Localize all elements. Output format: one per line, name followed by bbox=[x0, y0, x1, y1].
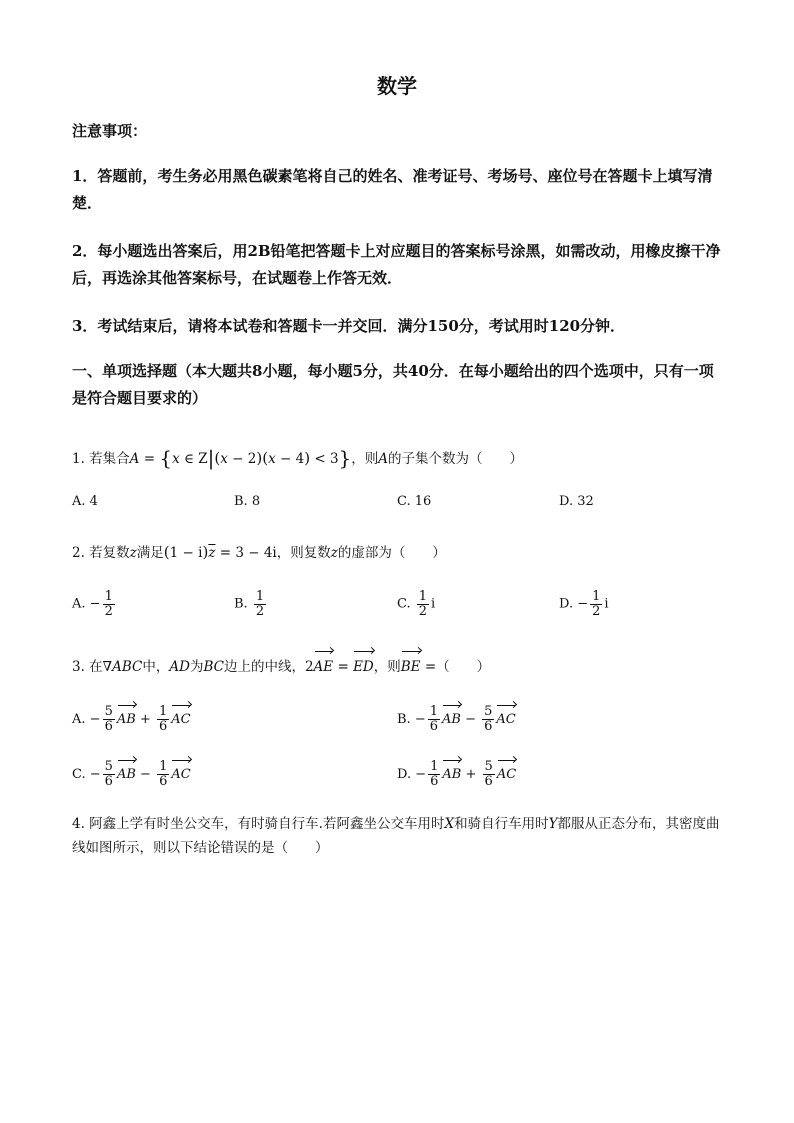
question-3 bbox=[72, 648, 724, 679]
q2-var-z2: z bbox=[330, 545, 338, 561]
q4-text-3: 都服从正态分布，其密度曲线如图所示，则以下结论错误的是（ ） bbox=[72, 816, 720, 856]
q1-option-a: A. 4 bbox=[72, 494, 98, 509]
question-2 bbox=[72, 540, 724, 565]
q3-option-a: A. − $\frac{5}{6}$ AB + $\frac{1}{6}$ AC bbox=[72, 702, 191, 734]
q3-ad: AD bbox=[169, 659, 190, 675]
q3-bc: BC bbox=[203, 659, 224, 675]
q1-option-c: C. 16 bbox=[397, 494, 432, 509]
q3-tail: （ ） bbox=[436, 659, 491, 675]
q2-var-z: z bbox=[129, 545, 137, 561]
q2-equation: $(1 - i)\overline{z} = 3 - 4i$ bbox=[163, 543, 277, 561]
q3-triangle: ∇ABC bbox=[102, 659, 143, 675]
q1-option-b: B. 8 bbox=[234, 494, 261, 509]
question-1 bbox=[72, 446, 724, 471]
page-title: 数学 bbox=[377, 74, 417, 98]
q3-condition: 2AE = ED bbox=[305, 659, 374, 675]
q1-var: A bbox=[378, 451, 389, 467]
q4-text-1: 4. 阿鑫上学有时坐公交车，有时骑自行车.若阿鑫坐公交车用时 bbox=[72, 816, 445, 832]
q2-option-b: B. $\frac{1}{2}$ bbox=[234, 589, 265, 619]
notice-item-2: 2．每小题选出答案后，用2B铅笔把答题卡上对应题目的答案标号涂黑，如需改动，用橡皮擦干净后，再选涂其他答案标号，在试题卷上作答无效． bbox=[72, 242, 721, 287]
q2-prefix: 2. 若复数 bbox=[72, 545, 130, 561]
q4-var-y: Y bbox=[548, 816, 558, 832]
q3-target: BE = bbox=[401, 659, 436, 675]
section-heading: 一、单项选择题（本大题共8小题，每小题5分，共40分．在每小题给出的四个选项中，只有一项是符合题目要求的） bbox=[72, 362, 714, 407]
q2-option-c: C. $\frac{1}{2}$ i bbox=[397, 589, 436, 619]
notice-item-1: 1．答题前，考生务必用黑色碳素笔将自己的姓名、准考证号、考场号、座位号在答题卡上填写清楚． bbox=[72, 167, 713, 212]
q3-mid2: 为 bbox=[189, 659, 204, 675]
q2-tail: 的虚部为（ ） bbox=[337, 545, 446, 561]
q1-set-formula: A = {x ∈ Z|(x − 2)(x − 4) < 3} bbox=[129, 446, 352, 470]
question-4 bbox=[72, 812, 724, 860]
q3-prefix: 3. 在 bbox=[72, 659, 103, 675]
q3-option-c: C. − $\frac{5}{6}$ AB − $\frac{1}{6}$ AC bbox=[72, 757, 191, 789]
q4-text-2: 和骑自行车用时 bbox=[454, 816, 549, 832]
q2-mid: 满足 bbox=[136, 545, 164, 561]
q3-option-d: D. − $\frac{1}{6}$ AB + $\frac{5}{6}$ AC bbox=[397, 757, 516, 789]
q2-option-a: A. − $\frac{1}{2}$ bbox=[72, 589, 113, 619]
q4-var-x: X bbox=[444, 816, 455, 832]
notice-item-3: 3．考试结束后，请将本试卷和答题卡一并交回．满分150分，考试用时120分钟． bbox=[72, 317, 626, 335]
q2-suffix: ，则复数 bbox=[276, 545, 331, 561]
q1-tail: 的子集个数为（ ） bbox=[388, 451, 524, 467]
q1-suffix: ，则 bbox=[351, 451, 379, 467]
q3-mid3: 边上的中线， bbox=[223, 659, 305, 675]
q3-mid1: 中， bbox=[142, 659, 170, 675]
notice-heading: 注意事项： bbox=[72, 122, 148, 140]
q3-suffix: ，则 bbox=[373, 659, 401, 675]
q2-option-d: D. − $\frac{1}{2}$ i bbox=[559, 589, 609, 619]
q1-prefix: 1. 若集合 bbox=[72, 451, 130, 467]
q3-option-b: B. − $\frac{1}{6}$ AB − $\frac{5}{6}$ AC bbox=[397, 702, 516, 734]
q1-option-d: D. 32 bbox=[559, 494, 594, 509]
